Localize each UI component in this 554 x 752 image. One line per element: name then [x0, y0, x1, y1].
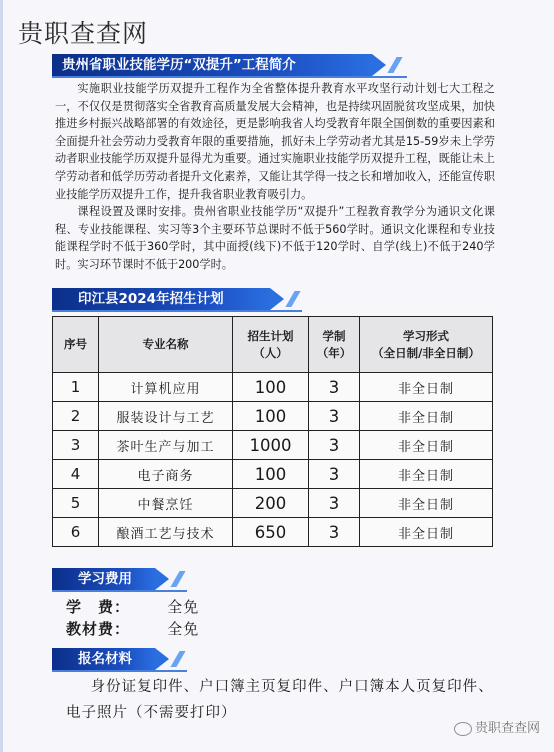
header-years — [309, 317, 360, 373]
intro-underline — [52, 76, 407, 78]
header-years-line2: （年） — [316, 345, 352, 360]
intro-text — [55, 80, 495, 274]
arrow-decoration — [155, 568, 169, 590]
cell-name: 酿酒工艺与技术 — [99, 518, 233, 547]
cell-mode: 非全日制 — [360, 489, 493, 518]
table-row — [53, 431, 493, 460]
table-row — [53, 460, 493, 489]
cell-mode: 非全日制 — [360, 460, 493, 489]
tuition-value: 全免 — [167, 598, 200, 616]
cell-num: 5 — [53, 489, 99, 518]
arrow-decoration — [372, 54, 386, 76]
cell-years: 3 — [309, 431, 360, 460]
cell-plan: 100 — [233, 373, 309, 402]
materials-section-header — [52, 648, 155, 670]
table-row — [53, 518, 493, 547]
cell-name: 服装设计与工艺 — [99, 402, 233, 431]
table-row — [53, 402, 493, 431]
books-label: 教材费： — [66, 620, 131, 638]
tuition-label: 学 费： — [66, 598, 131, 616]
header-years-line1: 学制 — [322, 328, 346, 343]
header-mode — [360, 317, 493, 373]
header-mode-line2: （全日制/非全日制） — [372, 345, 480, 360]
wechat-icon — [454, 722, 472, 736]
plan-section-header — [52, 288, 270, 310]
books-row — [66, 618, 199, 640]
cell-name: 茶叶生产与加工 — [99, 431, 233, 460]
table-header-row — [53, 317, 493, 373]
cell-num: 1 — [53, 373, 99, 402]
cell-name: 中餐烹饪 — [99, 489, 233, 518]
cell-mode: 非全日制 — [360, 402, 493, 431]
cell-plan: 100 — [233, 460, 309, 489]
header-mode-line1: 学习形式 — [403, 328, 449, 343]
cell-num: 6 — [53, 518, 99, 547]
cell-years: 3 — [309, 489, 360, 518]
header-plan-line1: 招生计划 — [247, 328, 294, 343]
cell-plan: 650 — [233, 518, 309, 547]
intro-paragraph-1: 实施职业技能学历双提升工程作为全省整体提升教育水平攻坚行动计划七大工程之一，不仅仅是贯彻落实全省教育高质量发展大会精神，也是持续巩固脱贫攻坚成果，加快推进乡村振兴战略部署的有效途径，更是影响我省人均受教育年限全国倒数的重要因素和全面提升社会劳动力受教育年限的重要措施，抓好未上学劳动者尤其是15-59岁未上学劳动者职业技能学历双提升显得尤为重要。通过实施职业技能学历双提升工程，既能让未上学劳动者和低学历劳动者提升文化素养，又能让其学得一技之长和增加收入，还能宣传职业技能学历双提升工作，提升我省职业教育吸引力。 — [55, 82, 495, 201]
tuition-row — [66, 596, 199, 618]
arrow-decoration — [155, 648, 169, 670]
cell-num: 3 — [53, 431, 99, 460]
enrollment-plan-table — [52, 316, 493, 547]
plan-section-title: 印江县2024年招生计划 — [78, 291, 224, 307]
header-plan — [233, 317, 309, 373]
intro-paragraph-2: 课程设置及课时安排。贵州省职业技能学历“双提升”工程教育教学分为通识文化课程、专业技能课程、实习等3个主要环节总课时不低于560学时。通识文化课程和专业技能课程学时不低于360学时，其中面授(线下)不低于120学时、自学(线上)不低于240学时。实习环节课时不低于200学时。 — [55, 205, 495, 271]
cell-plan: 200 — [233, 489, 309, 518]
fee-list — [66, 596, 199, 640]
cell-mode: 非全日制 — [360, 373, 493, 402]
site-title: 贵职查查网 — [18, 19, 149, 48]
cell-years: 3 — [309, 460, 360, 489]
cell-plan: 1000 — [233, 431, 309, 460]
cell-mode: 非全日制 — [360, 431, 493, 460]
cell-years: 3 — [309, 373, 360, 402]
header-num: 序号 — [53, 317, 99, 373]
fee-section-header — [52, 568, 155, 590]
table-row — [53, 489, 493, 518]
materials-section-title: 报名材料 — [78, 651, 132, 667]
table-row — [53, 373, 493, 402]
books-value: 全免 — [167, 620, 200, 638]
materials-paragraph: 身份证复印件、户口簿主页复印件、户口簿本人页复印件、电子照片（不需要打印） — [66, 679, 494, 721]
cell-name: 计算机应用 — [99, 373, 233, 402]
plan-underline — [52, 310, 302, 312]
watermark-text: 贵职查查网 — [474, 721, 540, 736]
cell-mode: 非全日制 — [360, 518, 493, 547]
header-name: 专业名称 — [99, 317, 233, 373]
fee-underline — [52, 590, 187, 592]
intro-section-header — [52, 54, 372, 76]
cell-years: 3 — [309, 402, 360, 431]
fee-section-title: 学习费用 — [78, 571, 132, 587]
cell-name: 电子商务 — [99, 460, 233, 489]
cell-num: 2 — [53, 402, 99, 431]
watermark — [454, 717, 540, 736]
materials-text — [66, 674, 506, 726]
materials-underline — [52, 670, 187, 672]
header-plan-line2: （人） — [253, 345, 288, 360]
cell-plan: 100 — [233, 402, 309, 431]
cell-years: 3 — [309, 518, 360, 547]
arrow-decoration — [270, 288, 284, 310]
cell-num: 4 — [53, 460, 99, 489]
intro-section-title: 贵州省职业技能学历“双提升”工程简介 — [62, 57, 296, 73]
